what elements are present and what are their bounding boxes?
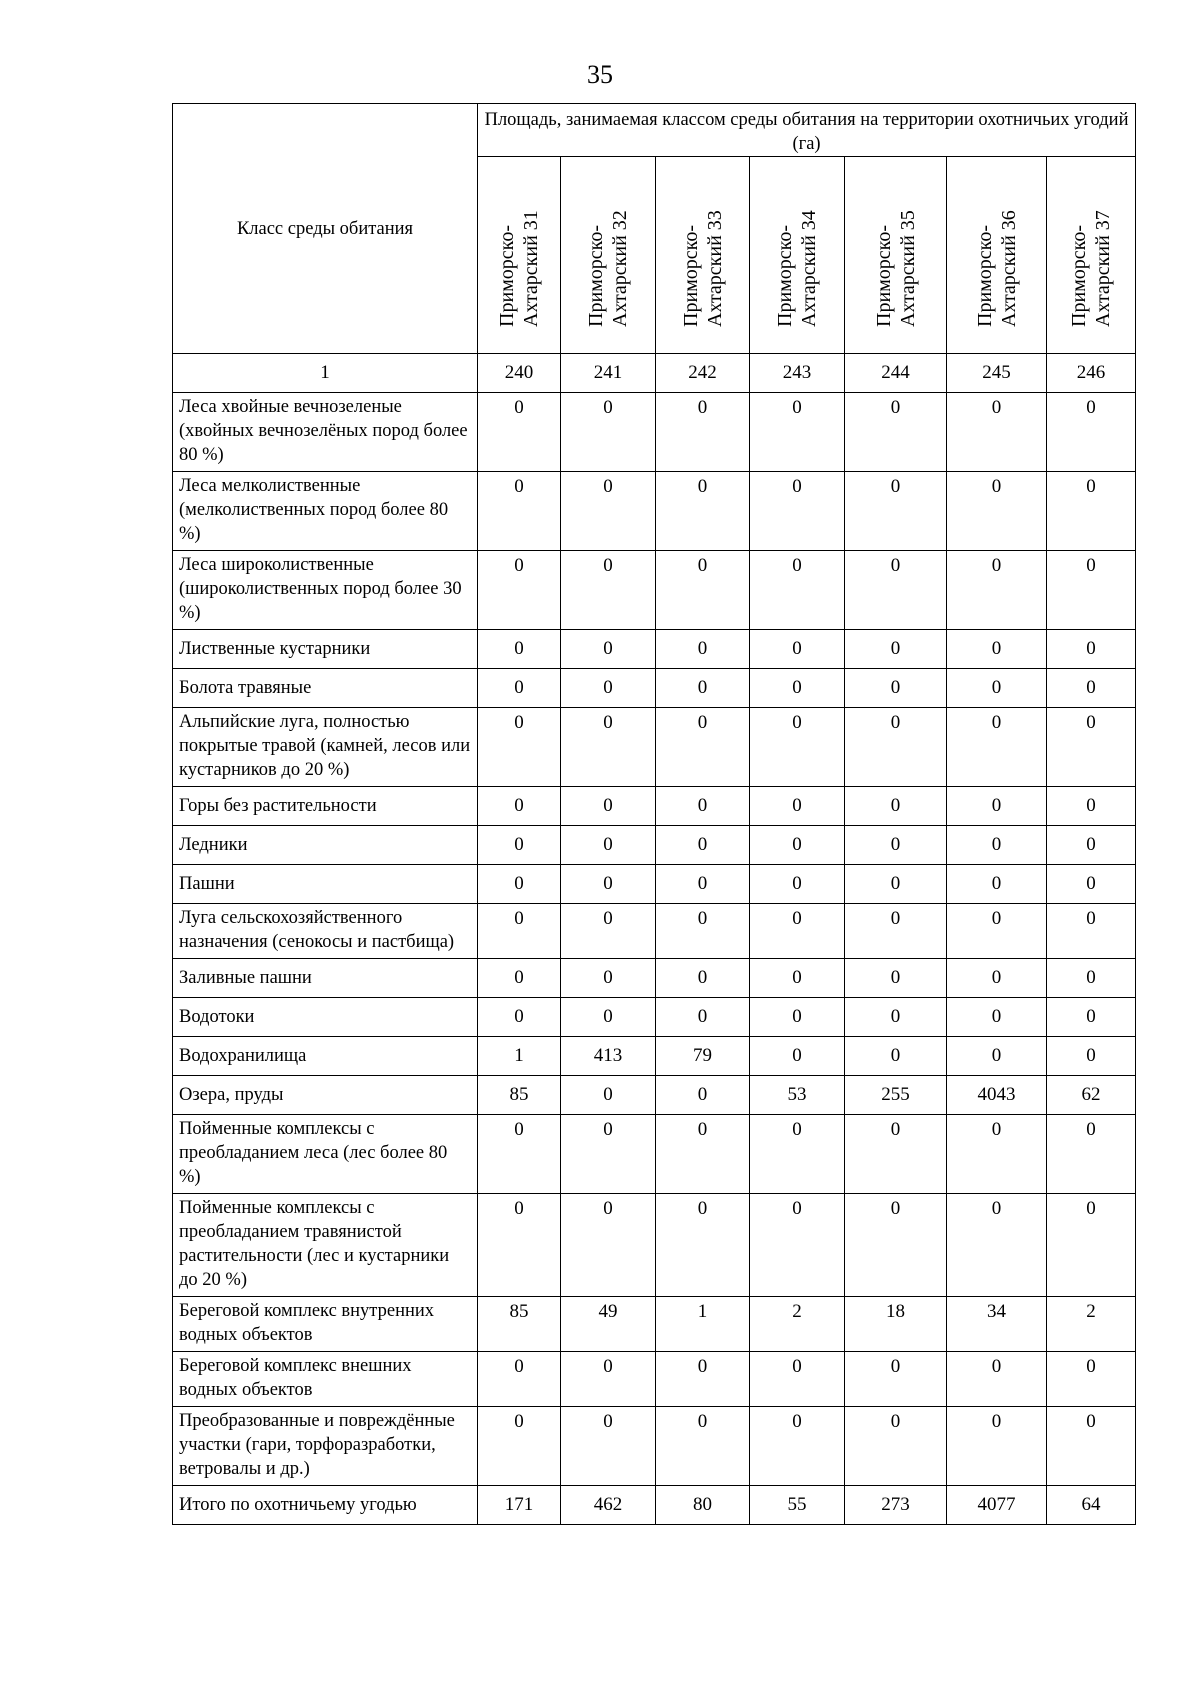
- area-value: 0: [1047, 1352, 1136, 1407]
- table-row: [173, 1486, 1136, 1525]
- table-row: [173, 865, 1136, 904]
- area-value: 2: [750, 1297, 845, 1352]
- column-header-1: [478, 157, 561, 354]
- area-value: 0: [478, 1194, 561, 1297]
- area-value: 462: [561, 1486, 656, 1525]
- area-value: 4043: [947, 1076, 1047, 1115]
- area-value: 0: [750, 472, 845, 551]
- area-value: 0: [656, 1352, 750, 1407]
- area-value: 0: [656, 708, 750, 787]
- column-header-6: [947, 157, 1047, 354]
- habitat-class-label: Пашни: [173, 865, 478, 904]
- area-value: 0: [845, 472, 947, 551]
- area-value: 85: [478, 1297, 561, 1352]
- table-row: [173, 1194, 1136, 1297]
- area-value: 0: [656, 998, 750, 1037]
- habitat-class-label: Заливные пашни: [173, 959, 478, 998]
- area-value: 0: [845, 1115, 947, 1194]
- table-row: [173, 787, 1136, 826]
- area-value: 0: [947, 787, 1047, 826]
- area-value: 0: [478, 393, 561, 472]
- area-value: 0: [750, 630, 845, 669]
- column-header-4: [750, 157, 845, 354]
- area-value: 0: [1047, 1194, 1136, 1297]
- area-value: 0: [478, 472, 561, 551]
- area-value: 0: [947, 1352, 1047, 1407]
- area-value: 0: [947, 630, 1047, 669]
- area-value: 0: [845, 551, 947, 630]
- habitat-class-label: Леса широколиственные (широколиственных пород более 30 %): [173, 551, 478, 630]
- table-body: [173, 393, 1136, 1525]
- area-value: 0: [561, 1076, 656, 1115]
- habitat-class-label: Луга сельскохозяйственного назначения (сенокосы и пастбища): [173, 904, 478, 959]
- area-value: 0: [478, 1352, 561, 1407]
- area-value: 0: [1047, 630, 1136, 669]
- area-value: 0: [1047, 959, 1136, 998]
- area-value: 0: [478, 1115, 561, 1194]
- habitat-class-label: Итого по охотничьему угодью: [173, 1486, 478, 1525]
- area-value: 0: [947, 904, 1047, 959]
- area-value: 0: [845, 1037, 947, 1076]
- area-value: 0: [750, 1352, 845, 1407]
- area-value: 413: [561, 1037, 656, 1076]
- column-number: 240: [478, 354, 561, 393]
- area-value: 53: [750, 1076, 845, 1115]
- table-row: [173, 826, 1136, 865]
- habitat-class-label: Горы без растительности: [173, 787, 478, 826]
- area-value: 0: [478, 669, 561, 708]
- area-value: 0: [750, 1037, 845, 1076]
- area-value: 0: [478, 551, 561, 630]
- area-value: 0: [1047, 1407, 1136, 1486]
- area-value: 0: [561, 1115, 656, 1194]
- column-number: 246: [1047, 354, 1136, 393]
- area-value: 0: [561, 959, 656, 998]
- table-row: [173, 1407, 1136, 1486]
- area-value: 0: [561, 1407, 656, 1486]
- habitat-class-label: Водотоки: [173, 998, 478, 1037]
- area-value: 0: [845, 669, 947, 708]
- area-value: 0: [656, 787, 750, 826]
- habitat-class-label: Альпийские луга, полностью покрытые травой (камней, лесов или кустарников до 20 %): [173, 708, 478, 787]
- habitat-class-label: Береговой комплекс внутренних водных объектов: [173, 1297, 478, 1352]
- area-value: 0: [561, 472, 656, 551]
- column-header-2: [561, 157, 656, 354]
- column-header-5: [845, 157, 947, 354]
- area-value: 0: [947, 959, 1047, 998]
- column-number: 243: [750, 354, 845, 393]
- area-value: 0: [947, 1037, 1047, 1076]
- area-value: 171: [478, 1486, 561, 1525]
- habitat-class-label: Пойменные комплексы с преобладанием леса (лес более 80 %): [173, 1115, 478, 1194]
- area-value: 0: [478, 865, 561, 904]
- area-value: 0: [561, 708, 656, 787]
- area-value: 0: [656, 551, 750, 630]
- area-value: 0: [656, 1194, 750, 1297]
- table-row: [173, 708, 1136, 787]
- table-row: [173, 998, 1136, 1037]
- table-row: [173, 1037, 1136, 1076]
- area-value: 0: [947, 472, 1047, 551]
- area-value: 0: [561, 904, 656, 959]
- area-value: 0: [750, 708, 845, 787]
- area-value: 0: [478, 959, 561, 998]
- column-header-3: [656, 157, 750, 354]
- area-group-header: Площадь, занимаемая классом среды обитания на территории охотничьих угодий (га): [478, 104, 1136, 157]
- area-value: 18: [845, 1297, 947, 1352]
- area-value: 0: [656, 1115, 750, 1194]
- area-value: 0: [561, 1352, 656, 1407]
- area-value: 0: [750, 1194, 845, 1297]
- area-value: 0: [478, 826, 561, 865]
- column-numbering-row: [173, 354, 1136, 393]
- area-value: 4077: [947, 1486, 1047, 1525]
- area-value: 0: [750, 826, 845, 865]
- area-value: 0: [750, 393, 845, 472]
- area-value: 0: [750, 1407, 845, 1486]
- area-value: 0: [750, 998, 845, 1037]
- column-number: 245: [947, 354, 1047, 393]
- area-value: 0: [845, 904, 947, 959]
- column-number: 1: [173, 354, 478, 393]
- area-value: 0: [845, 865, 947, 904]
- area-value: 0: [845, 708, 947, 787]
- column-number: 242: [656, 354, 750, 393]
- habitat-class-label: Леса мелколиственные (мелколиственных пород более 80 %): [173, 472, 478, 551]
- area-value: 1: [478, 1037, 561, 1076]
- area-value: 0: [845, 1352, 947, 1407]
- area-value: 0: [845, 787, 947, 826]
- area-value: 0: [947, 669, 1047, 708]
- area-value: 0: [750, 904, 845, 959]
- habitat-area-table: [172, 103, 1136, 1525]
- area-value: 0: [1047, 998, 1136, 1037]
- area-value: 0: [947, 1407, 1047, 1486]
- area-value: 0: [561, 998, 656, 1037]
- area-value: 0: [561, 393, 656, 472]
- table-row: [173, 1115, 1136, 1194]
- area-value: 0: [478, 630, 561, 669]
- column-header-label: Приморско- Ахтарский 31: [496, 209, 542, 327]
- area-value: 0: [1047, 551, 1136, 630]
- area-value: 0: [750, 669, 845, 708]
- habitat-class-label: Береговой комплекс внешних водных объектов: [173, 1352, 478, 1407]
- area-value: 0: [845, 959, 947, 998]
- area-value: 255: [845, 1076, 947, 1115]
- area-value: 0: [1047, 708, 1136, 787]
- area-value: 0: [656, 630, 750, 669]
- area-value: 0: [750, 865, 845, 904]
- area-value: 0: [845, 826, 947, 865]
- area-value: 273: [845, 1486, 947, 1525]
- area-value: 2: [1047, 1297, 1136, 1352]
- table-row: [173, 669, 1136, 708]
- area-value: 0: [561, 865, 656, 904]
- area-value: 0: [656, 669, 750, 708]
- column-header-label: Приморско- Ахтарский 35: [872, 209, 919, 327]
- area-value: 34: [947, 1297, 1047, 1352]
- area-value: 55: [750, 1486, 845, 1525]
- area-value: 0: [1047, 393, 1136, 472]
- area-value: 0: [656, 959, 750, 998]
- area-value: 0: [947, 998, 1047, 1037]
- area-value: 0: [1047, 472, 1136, 551]
- page-number: 35: [587, 60, 613, 89]
- area-value: 0: [750, 551, 845, 630]
- area-value: 0: [845, 630, 947, 669]
- table-row: [173, 630, 1136, 669]
- area-value: 0: [1047, 865, 1136, 904]
- area-value: 0: [561, 787, 656, 826]
- column-header-7: [1047, 157, 1136, 354]
- area-value: 0: [656, 904, 750, 959]
- table-row: [173, 393, 1136, 472]
- area-value: 0: [845, 393, 947, 472]
- area-value: 0: [478, 708, 561, 787]
- area-value: 0: [1047, 826, 1136, 865]
- area-value: 0: [750, 787, 845, 826]
- column-header-label: Приморско- Ахтарский 34: [774, 209, 820, 327]
- area-value: 0: [845, 1407, 947, 1486]
- area-value: 0: [656, 865, 750, 904]
- habitat-class-label: Леса хвойные вечнозеленые (хвойных вечнозелёных пород более 80 %): [173, 393, 478, 472]
- area-value: 0: [561, 630, 656, 669]
- area-value: 0: [478, 904, 561, 959]
- area-value: 0: [478, 787, 561, 826]
- area-value: 1: [656, 1297, 750, 1352]
- habitat-class-label: Озера, пруды: [173, 1076, 478, 1115]
- area-value: 0: [1047, 1037, 1136, 1076]
- table-row: [173, 1297, 1136, 1352]
- area-value: 0: [1047, 1115, 1136, 1194]
- area-value: 79: [656, 1037, 750, 1076]
- area-value: 0: [561, 1194, 656, 1297]
- area-value: 0: [947, 1194, 1047, 1297]
- area-value: 49: [561, 1297, 656, 1352]
- area-value: 0: [1047, 669, 1136, 708]
- table-row: [173, 1352, 1136, 1407]
- area-value: 0: [656, 1407, 750, 1486]
- table-row: [173, 904, 1136, 959]
- column-header-label: Приморско- Ахтарский 33: [679, 209, 726, 327]
- area-value: 0: [845, 998, 947, 1037]
- habitat-class-label: Пойменные комплексы с преобладанием травянистой растительности (лес и кустарники до 20 %): [173, 1194, 478, 1297]
- area-value: 0: [947, 708, 1047, 787]
- area-value: 0: [561, 826, 656, 865]
- area-value: 0: [478, 998, 561, 1037]
- column-header-label: Приморско- Ахтарский 36: [973, 209, 1020, 327]
- area-value: 0: [750, 959, 845, 998]
- area-value: 0: [478, 1407, 561, 1486]
- area-value: 0: [1047, 904, 1136, 959]
- area-value: 0: [947, 865, 1047, 904]
- area-value: 0: [947, 826, 1047, 865]
- area-value: 0: [947, 551, 1047, 630]
- column-number: 241: [561, 354, 656, 393]
- area-value: 62: [1047, 1076, 1136, 1115]
- column-number: 244: [845, 354, 947, 393]
- area-value: 0: [947, 393, 1047, 472]
- area-value: 85: [478, 1076, 561, 1115]
- column-header-label: Приморско- Ахтарский 32: [585, 209, 631, 327]
- area-value: 0: [656, 472, 750, 551]
- area-value: 64: [1047, 1486, 1136, 1525]
- habitat-class-label: Водохранилища: [173, 1037, 478, 1076]
- area-value: 0: [656, 826, 750, 865]
- habitat-class-label: Ледники: [173, 826, 478, 865]
- area-value: 0: [561, 669, 656, 708]
- table-row: [173, 1076, 1136, 1115]
- area-value: 0: [656, 393, 750, 472]
- area-value: 80: [656, 1486, 750, 1525]
- habitat-class-label: Болота травяные: [173, 669, 478, 708]
- area-value: 0: [947, 1115, 1047, 1194]
- class-column-header: Класс среды обитания: [173, 104, 478, 354]
- habitat-class-label: Лиственные кустарники: [173, 630, 478, 669]
- area-value: 0: [1047, 787, 1136, 826]
- area-value: 0: [845, 1194, 947, 1297]
- table-row: [173, 551, 1136, 630]
- area-value: 0: [750, 1115, 845, 1194]
- column-header-label: Приморско- Ахтарский 37: [1068, 209, 1115, 327]
- area-value: 0: [656, 1076, 750, 1115]
- habitat-class-label: Преобразованные и повреждённые участки (гари, торфоразработки, ветровалы и др.): [173, 1407, 478, 1486]
- table-row: [173, 472, 1136, 551]
- table-row: [173, 959, 1136, 998]
- area-value: 0: [561, 551, 656, 630]
